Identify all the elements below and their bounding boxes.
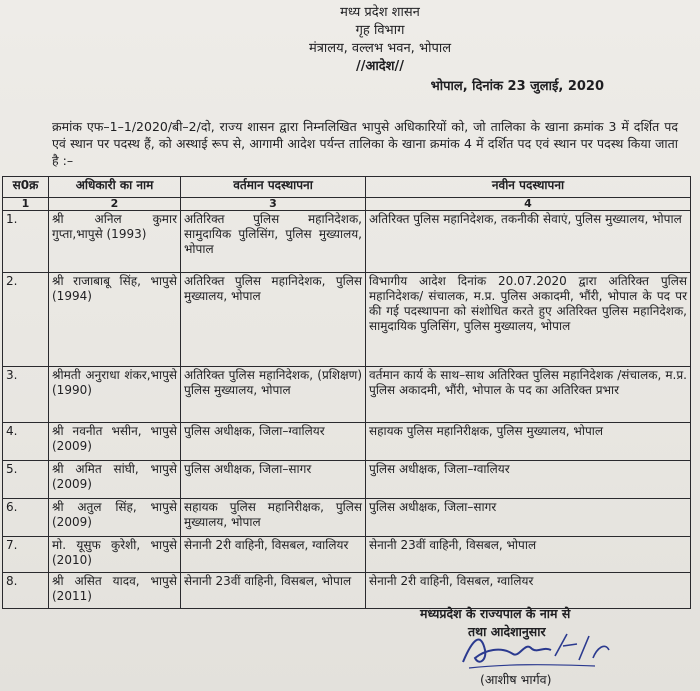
row-new-posting: सेनानी 23वीं वाहिनी, विसबल, भोपाल [366,537,691,573]
row-new-posting: पुलिस अधीक्षक, जिला–सागर [366,499,691,537]
row-sn: 2. [3,273,49,367]
table-header-row [3,177,691,198]
row-sn: 1. [3,211,49,273]
row-sn: 8. [3,573,49,609]
row-officer-name: श्री असित यादव, भापुसे (2011) [49,573,181,609]
row-current-posting: पुलिस अधीक्षक, जिला–सागर [181,461,366,499]
row-officer-name: श्रीमती अनुराधा शंकर,भापुसे (1990) [49,367,181,423]
row-current-posting: पुलिस अधीक्षक, जिला–ग्वालियर [181,423,366,461]
header-new-posting: नवीन पदस्थापना [366,177,691,198]
order-date: भोपाल, दिनांक 23 जुलाई, 2020 [430,79,604,94]
row-new-posting: सेनानी 2री वाहिनी, विसबल, ग्वालियर [366,573,691,609]
department-name: गृह विभाग [355,23,405,38]
row-current-posting: अतिरिक्त पुलिस महानिदेशक, पुलिस मुख्यालय, भोपाल [181,273,366,367]
column-number-row [3,198,691,211]
row-new-posting: वर्तमान कार्य के साथ–साथ अतिरिक्त पुलिस महानिदेशक /संचालक, म.प्र. पुलिस अकादमी, भौंरी, भोपाल के पद का अतिरिक्त प्रभार [366,367,691,423]
row-current-posting: अतिरिक्त पुलिस महानिदेशक, सामुदायिक पुलिसिंग, पुलिस मुख्यालय, भोपाल [181,211,366,273]
letterhead [0,4,700,76]
row-new-posting: विभागीय आदेश दिनांक 20.07.2020 द्वारा अतिरिक्त पुलिस महानिदेशक/ संचालक, म.प्र. पुलिस अकादमी, भौंरी, भोपाल के पद पर की गई पदस्थापना को संशोधित करते हुए अतिरिक्त पुलिस महानिदेशक, सामुदायिक पुलिसिंग, पुलिस मुख्यालय, भोपाल [366,273,691,367]
row-sn: 7. [3,537,49,573]
column-number: 3 [181,198,366,211]
signatory-name: (आशीष भार्गव) [480,672,552,687]
row-sn: 5. [3,461,49,499]
column-number: 2 [49,198,181,211]
order-paragraph: क्रमांक एफ–1–1/2020/बी–2/दो, राज्य शासन द्वारा निम्नलिखित भापुसे अधिकारियों को, जो तालिका के खाना क्रमांक 3 में दर्शित पद एवं स्थान पर पदस्थ हैं, को अस्थाई रूप से, आगामी आदेश पर्यन्त तालिका के खाना क्रमांक 4 में दर्शित पद एवं स्थान पर पदस्थ किया जाता है :– [52,119,678,168]
row-officer-name: श्री अनिल कुमार गुप्ता,भापुसे (1993) [49,211,181,273]
row-officer-name: श्री अमित सांघी, भापुसे (2009) [49,461,181,499]
handwritten-signature [455,620,615,680]
row-officer-name: श्री अतुल सिंह, भापुसे (2009) [49,499,181,537]
government-name: मध्य प्रदेश शासन [340,5,420,20]
row-new-posting: पुलिस अधीक्षक, जिला–ग्वालियर [366,461,691,499]
row-current-posting: सेनानी 2री वाहिनी, विसबल, ग्वालियर [181,537,366,573]
row-sn: 6. [3,499,49,537]
row-sn: 3. [3,367,49,423]
header-sn: स0क्र [3,177,49,198]
row-officer-name: श्री राजाबाबू सिंह, भापुसे (1994) [49,273,181,367]
header-current-posting: वर्तमान पदस्थापना [181,177,366,198]
table-row [3,573,691,609]
row-current-posting: सहायक पुलिस महानिरीक्षक, पुलिस मुख्यालय, भोपाल [181,499,366,537]
table-row [3,273,691,367]
posting-table [2,176,691,609]
table-row [3,423,691,461]
header-officer-name: अधिकारी का नाम [49,177,181,198]
table-row [3,211,691,273]
table-row [3,367,691,423]
row-new-posting: सहायक पुलिस महानिरीक्षक, पुलिस मुख्यालय, भोपाल [366,423,691,461]
row-current-posting: सेनानी 23वीं वाहिनी, विसबल, भोपाल [181,573,366,609]
office-address: मंत्रालय, वल्लभ भवन, भोपाल [308,41,452,56]
row-sn: 4. [3,423,49,461]
table-row [3,461,691,499]
authority-line: मध्यप्रदेश के राज्यपाल के नाम से [420,606,571,621]
order-title: //आदेश// [355,59,405,74]
table-row [3,537,691,573]
row-officer-name: श्री नवनीत भसीन, भापुसे (2009) [49,423,181,461]
order-line: तथा आदेशानुसार [468,624,546,639]
column-number: 1 [3,198,49,211]
row-officer-name: मो. यूसुफ कुरेशी, भापुसे (2010) [49,537,181,573]
row-current-posting: अतिरिक्त पुलिस महानिदेशक, (प्रशिक्षण) पुलिस मुख्यालय, भोपाल [181,367,366,423]
row-new-posting: अतिरिक्त पुलिस महानिदेशक, तकनीकी सेवाएं, पुलिस मुख्यालय, भोपाल [366,211,691,273]
table-row [3,499,691,537]
column-number: 4 [366,198,691,211]
